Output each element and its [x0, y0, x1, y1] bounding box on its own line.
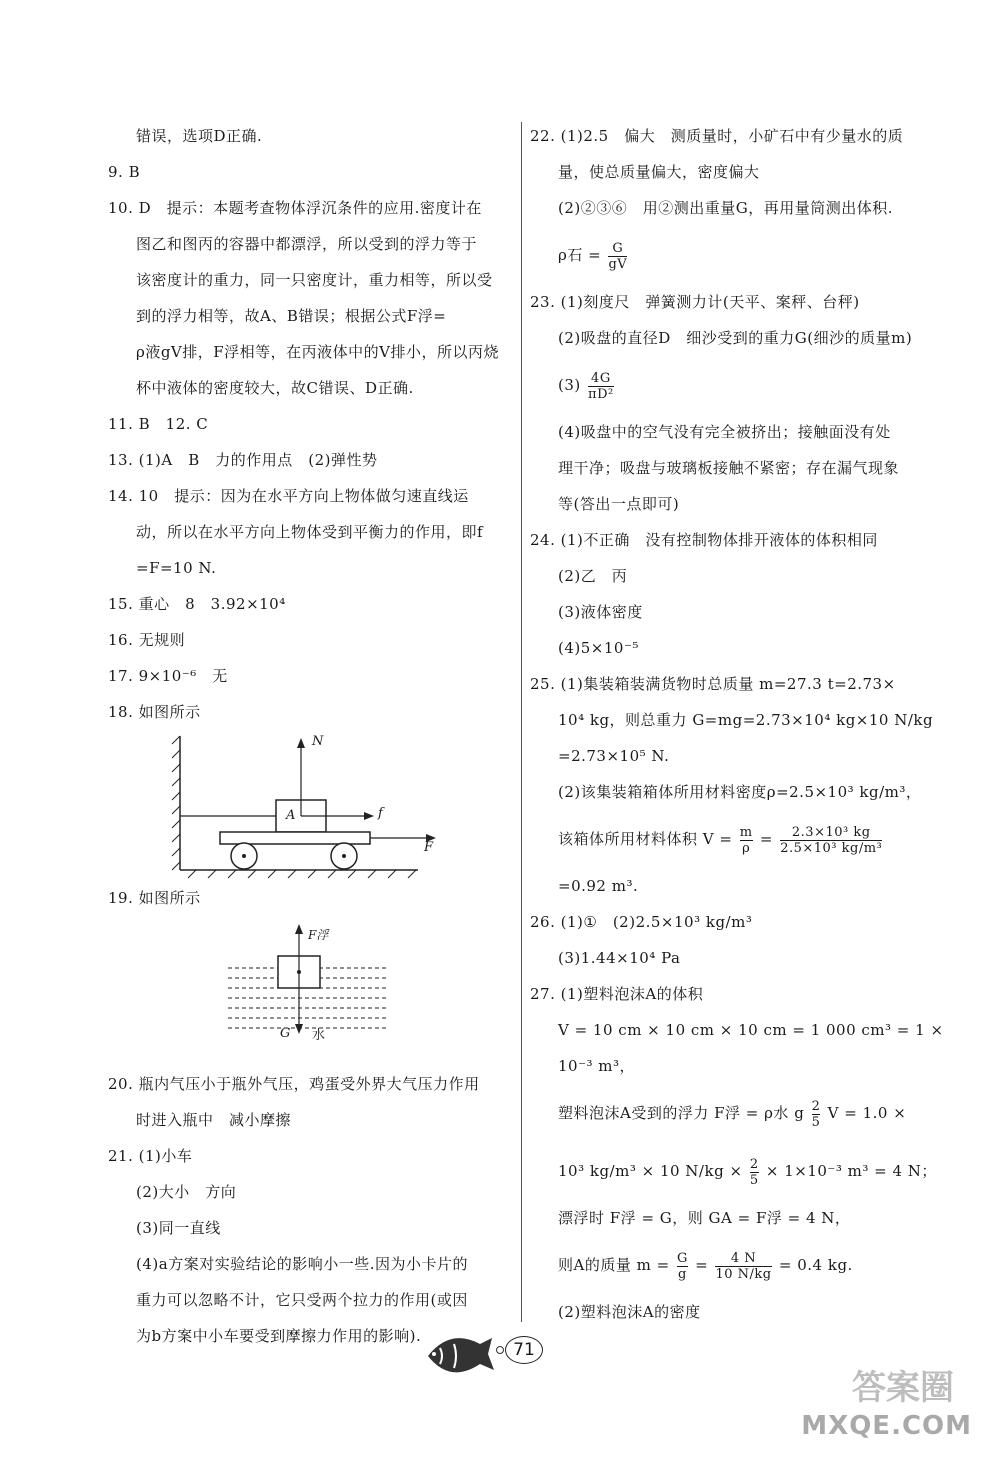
- answer-line: 17. 9×10⁻⁶ 无: [108, 667, 228, 685]
- fraction: [740, 825, 753, 856]
- answer-line: (2)②③⑥ 用②测出重量G，再用量筒测出体积.: [558, 199, 894, 217]
- denominator: gV: [608, 256, 628, 272]
- answer-line: ρ液gV排，F浮相等，在丙液体中的V排小，所以丙烧: [136, 343, 499, 361]
- answer-line: 为b方案中小车要受到摩擦力作用的影响).: [136, 1327, 422, 1345]
- answer-line: 26. (1)① (2)2.5×10³ kg/m³: [530, 913, 753, 931]
- numerator: G: [612, 240, 624, 256]
- answer-line: 23. (1)刻度尺 弹簧测力计(天平、案秤、台秤): [530, 293, 860, 311]
- denominator: 5: [811, 1114, 821, 1130]
- formula-text: V = 1.0 ×: [827, 1104, 907, 1122]
- answer-line: 量，使总质量偏大，密度偏大: [558, 163, 760, 181]
- answer-line: 19. 如图所示: [108, 889, 201, 907]
- page-number: 71: [505, 1336, 543, 1364]
- answer-line: (3)同一直线: [136, 1219, 221, 1237]
- water-label: 水: [312, 1028, 326, 1043]
- numerator: m: [739, 824, 753, 840]
- formula-text: = 0.4 kg.: [778, 1256, 853, 1274]
- formula-text: ρ石 =: [558, 246, 602, 264]
- denominator: 10 N/kg: [715, 1266, 772, 1282]
- answer-line: 16. 无规则: [108, 631, 186, 649]
- answer-line: 24. (1)不正确 没有控制物体排开液体的体积相同: [530, 531, 878, 549]
- buoyancy-label: F浮: [308, 928, 329, 942]
- numerator: 4 N: [730, 1250, 757, 1266]
- formula-line: [530, 226, 960, 284]
- answer-line: (4)吸盘中的空气没有完全被挤出；接触面没有处: [558, 423, 891, 441]
- left-column: [108, 118, 516, 1354]
- gravity-label: G: [280, 1026, 291, 1041]
- answer-line: 漂浮时 F浮 = G，则 GA = F浮 = 4 N，: [558, 1209, 851, 1227]
- cart-diagram-svg: [168, 730, 468, 880]
- numerator: 2: [811, 1098, 821, 1114]
- denominator: 2.5×10³ kg/m³: [780, 840, 883, 856]
- fraction: [812, 1099, 821, 1130]
- answer-line: 22. (1)2.5 偏大 测质量时，小矿石中有少量水的质: [530, 127, 904, 145]
- answer-line: (2)塑料泡沫A的密度: [558, 1303, 701, 1321]
- answer-line: 10. D 提示：本题考查物体浮沉条件的应用.密度计在: [108, 199, 482, 217]
- answer-line: (2)吸盘的直径D 细沙受到的重力G(细沙的质量m): [558, 329, 913, 347]
- answer-line: =2.73×10⁵ N.: [558, 747, 670, 765]
- block-label-a: A: [286, 808, 296, 823]
- answer-line: 20. 瓶内气压小于瓶外气压，鸡蛋受外界大气压力作用: [108, 1075, 480, 1093]
- numerator: G: [676, 1250, 688, 1266]
- denominator: πD²: [588, 386, 614, 402]
- answer-line: (4)5×10⁻⁵: [558, 639, 639, 657]
- fraction: [588, 371, 614, 402]
- fraction: [715, 1251, 771, 1282]
- numerator: 2: [749, 1156, 759, 1172]
- fraction: [780, 825, 882, 856]
- formula-text: × 1×10⁻³ m³ = 4 N；: [765, 1162, 937, 1180]
- figure-cart-diagram: [108, 730, 516, 880]
- force-label-big-f: F: [424, 840, 434, 855]
- answer-line: (3)1.44×10⁴ Pa: [558, 949, 681, 967]
- answer-line: 25. (1)集装箱装满货物时总质量 m=27.3 t=2.73×: [530, 675, 896, 693]
- fraction: [750, 1157, 759, 1188]
- answer-line: 理干净；吸盘与玻璃板接触不紧密；存在漏气现象: [558, 459, 900, 477]
- answer-line: 11. B 12. C: [108, 415, 209, 433]
- denominator: ρ: [740, 840, 753, 856]
- formula-line: [530, 1236, 960, 1294]
- answer-line: 动，所以在水平方向上物体受到平衡力的作用，即f: [136, 523, 484, 541]
- formula-text: 10³ kg/m³ × 10 N/kg ×: [558, 1162, 743, 1180]
- force-label-f: f: [378, 806, 383, 821]
- formula-text: =: [695, 1256, 709, 1274]
- force-label-n: N: [312, 734, 324, 749]
- answer-line: (3)液体密度: [558, 603, 643, 621]
- answer-line: 错误，选项D正确.: [136, 127, 263, 145]
- answer-line: 杯中液体的密度较大，故C错误、D正确.: [136, 379, 414, 397]
- answer-line: (2)大小 方向: [136, 1183, 237, 1201]
- answer-line: 18. 如图所示: [108, 703, 201, 721]
- watermark-logo: 答案圈: [852, 1368, 954, 1408]
- answer-line: 时进入瓶中 减小摩擦: [136, 1111, 292, 1129]
- answer-line: 等(答出一点即可): [558, 495, 680, 513]
- answer-line: (4)a方案对实验结论的影响小一些.因为小卡片的: [136, 1255, 468, 1273]
- answer-line: (2)该集装箱箱体所用材料密度ρ=2.5×10³ kg/m³，: [558, 783, 922, 801]
- fraction: [608, 241, 627, 272]
- answer-line: 21. (1)小车: [108, 1147, 193, 1165]
- answer-line: 该密度计的重力，同一只密度计，重力相等，所以受: [136, 271, 493, 289]
- answer-line: 重力可以忽略不计，它只受两个拉力的作用(或因: [136, 1291, 468, 1309]
- answer-line: =0.92 m³.: [558, 877, 639, 895]
- watermark-url: MXQE.COM: [801, 1411, 972, 1441]
- formula-text: =: [759, 830, 773, 848]
- column-divider: [521, 122, 522, 1322]
- formula-text: (3): [558, 376, 581, 394]
- answer-line: 14. 10 提示：因为在水平方向上物体做匀速直线运: [108, 487, 469, 505]
- figure-float-diagram: [108, 916, 516, 1066]
- formula-text: 该箱体所用材料体积 V =: [558, 830, 733, 848]
- answer-line: V = 10 cm × 10 cm × 10 cm = 1 000 cm³ = 1 ×: [558, 1021, 944, 1039]
- answer-line: (2)乙 丙: [558, 567, 628, 585]
- formula-line: [530, 1084, 960, 1142]
- numerator: 4G: [591, 370, 611, 386]
- answer-line: 到的浮力相等，故A、B错误；根据公式F浮=: [136, 307, 447, 325]
- formula-text: 则A的质量 m =: [558, 1256, 670, 1274]
- answer-line: 9. B: [108, 163, 141, 181]
- answer-line: =F=10 N.: [136, 559, 217, 577]
- formula-line: [530, 1142, 960, 1200]
- footer-decoration: [420, 1326, 580, 1386]
- right-column: [530, 118, 960, 1330]
- formula-line: [530, 810, 960, 868]
- answer-line: 图乙和图丙的容器中都漂浮，所以受到的浮力等于: [136, 235, 478, 253]
- formula-line: [530, 356, 960, 414]
- answer-line: 10⁴ kg，则总重力 G=mg=2.73×10⁴ kg×10 N/kg: [558, 711, 934, 729]
- fraction: [677, 1251, 688, 1282]
- answer-line: 13. (1)A B 力的作用点 (2)弹性势: [108, 451, 378, 469]
- dot-icon: [496, 1346, 504, 1354]
- denominator: 5: [749, 1172, 759, 1188]
- answer-line: 15. 重心 8 3.92×10⁴: [108, 595, 286, 613]
- answer-line: 10⁻³ m³，: [558, 1057, 636, 1075]
- answer-line: 27. (1)塑料泡沫A的体积: [530, 985, 704, 1003]
- numerator: 2.3×10³ kg: [791, 824, 871, 840]
- formula-text: 塑料泡沫A受到的浮力 F浮 = ρ水 g: [558, 1104, 805, 1122]
- denominator: g: [677, 1266, 687, 1282]
- fish-icon: [420, 1326, 500, 1386]
